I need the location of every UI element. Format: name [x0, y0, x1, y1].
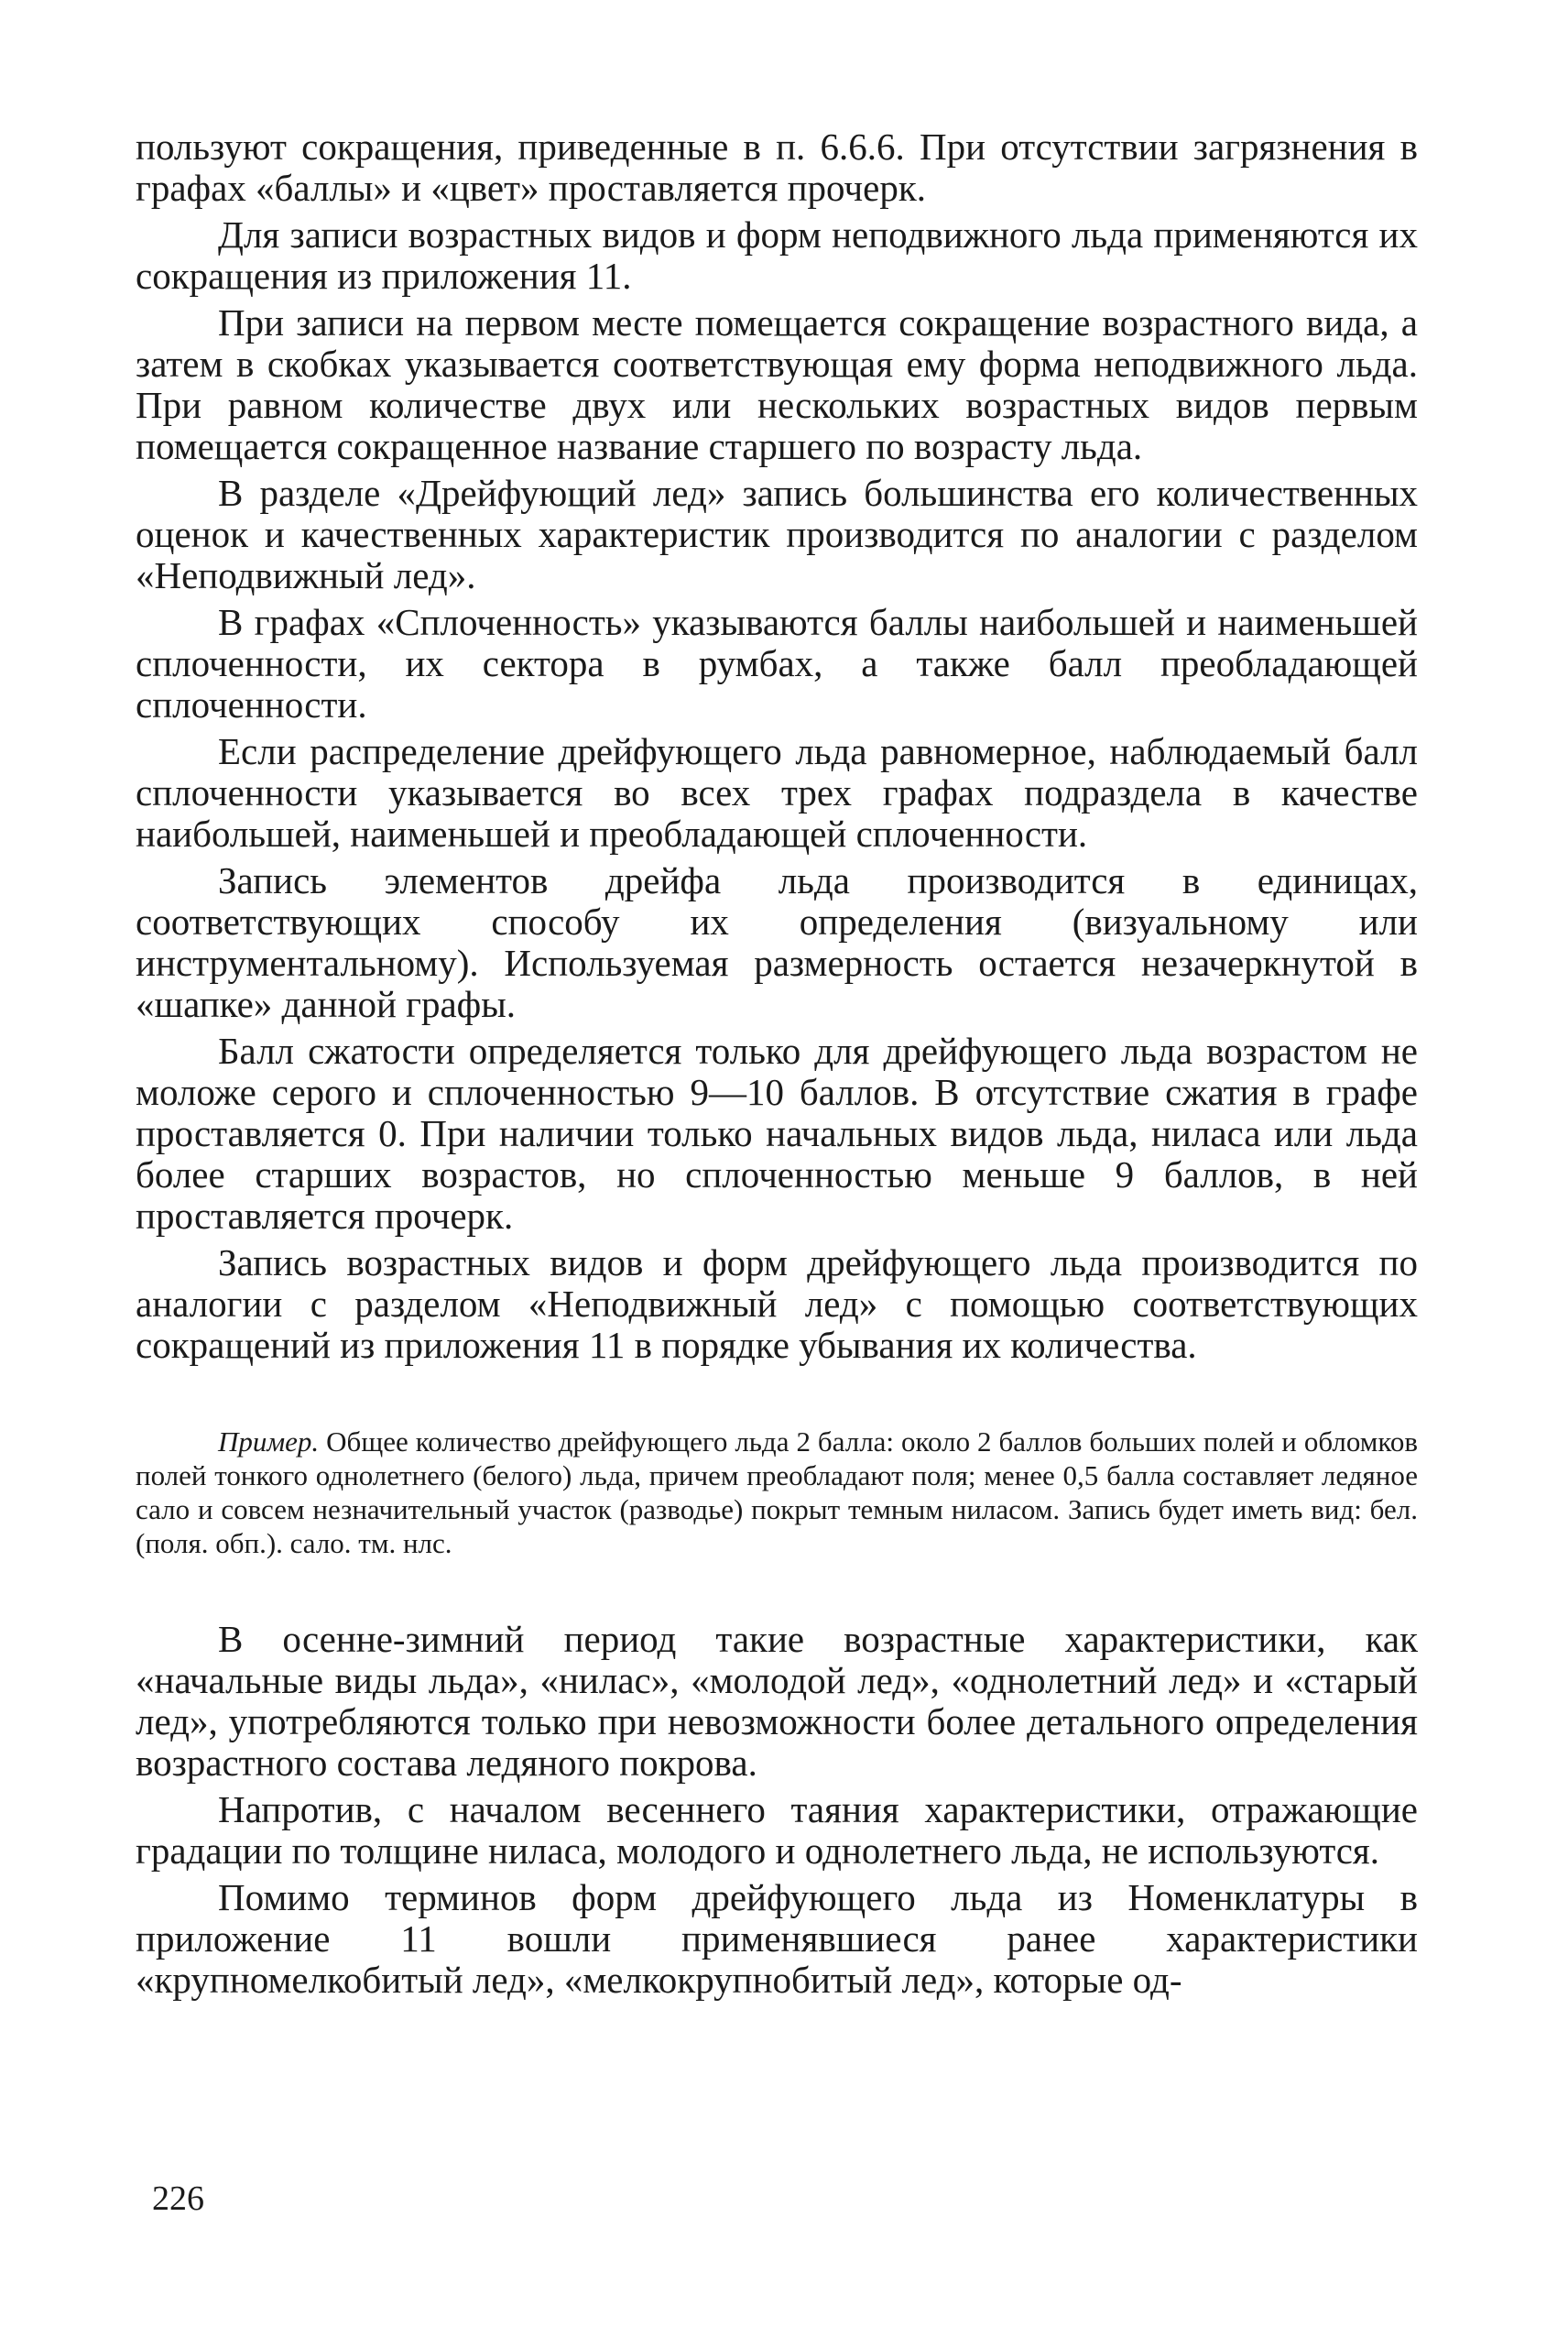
paragraph-drift-elements: Запись элементов дрейфа льда производится в единицах, соответствующих способу их определения (визуальному или инструментальному). Используемая размерность остается незачеркнутой в «шапке» данной графы. — [136, 859, 1418, 1025]
paragraph-record-order: При записи на первом месте помещается сокращение возрастного вида, а затем в скобках указывается соответствующая ему форма неподвижного льда. При равном количестве двух или нескольких возрастных видов первым помещается сокращенное название старшего по возрасту льда. — [136, 301, 1418, 467]
paragraph-pressure-score: Балл сжатости определяется только для дрейфующего льда возрастом не моложе серого и сплоченностью 9—10 баллов. В отсутствие сжатия в графе проставляется 0. При наличии только начальных видов льда, ниласа или льда более старших возрастов, но сплоченностью меньше 9 баллов, в ней проставляется прочерк. — [136, 1030, 1418, 1237]
paragraph-spring-melt: Напротив, с началом весеннего таяния характеристики, отражающие градации по толщине ниласа, молодого и однолетнего льда, не используются. — [136, 1788, 1418, 1872]
example-block — [136, 1425, 1418, 1560]
example-label: Пример. — [218, 1425, 320, 1458]
paragraph-nomenclature: Помимо терминов форм дрейфующего льда из Номенклатуры в приложение 11 вошли применявшиеся ранее характеристики «крупномелкобитый лед», «мелкокрупнобитый лед», которые од- — [136, 1876, 1418, 2001]
text-column — [136, 126, 1418, 2001]
paragraph-stationary-ice-records: Для записи возрастных видов и форм неподвижного льда применяются их сокращения из приложения 11. — [136, 213, 1418, 297]
example-text: Общее количество дрейфующего льда 2 балла: около 2 баллов больших полей и обломков полей тонкого однолетнего (белого) льда, причем преобладают поля; менее 0,5 балла составляет ледяное сало и совсем незначительный участок (разводье) покрыт темным ниласом. Запись будет иметь вид: бел. (поля. обп.). сало. тм. нлс. — [136, 1425, 1418, 1559]
paragraph-concentration-columns: В графах «Сплоченность» указываются баллы наибольшей и наименьшей сплоченности, их сектора в румбах, а также балл преобладающей сплоченности. — [136, 601, 1418, 726]
paragraph-autumn-winter: В осенне-зимний период такие возрастные характеристики, как «начальные виды льда», «нилас», «молодой лед», «однолетний лед» и «старый лед», употребляются только при невозможности более детального определения возрастного состава ледяного покрова. — [136, 1618, 1418, 1784]
paragraph-drifting-ice-section: В разделе «Дрейфующий лед» запись большинства его количественных оценок и качественных характеристик производится по аналогии с разделом «Неподвижный лед». — [136, 472, 1418, 596]
paragraph-drifting-ice-forms: Запись возрастных видов и форм дрейфующего льда производится по аналогии с разделом «Неподвижный лед» с помощью соответствующих сокращений из приложения 11 в порядке убывания их количества. — [136, 1241, 1418, 1366]
paragraph-uniform-distribution: Если распределение дрейфующего льда равномерное, наблюдаемый балл сплоченности указывается во всех трех графах подраздела в качестве наибольшей, наименьшей и преобладающей сплоченности. — [136, 730, 1418, 855]
page-number: 226 — [152, 2179, 204, 2218]
paragraph-continuation: пользуют сокращения, приведенные в п. 6.6.6. При отсутствии загрязнения в графах «баллы» и «цвет» проставляется прочерк. — [136, 126, 1418, 209]
